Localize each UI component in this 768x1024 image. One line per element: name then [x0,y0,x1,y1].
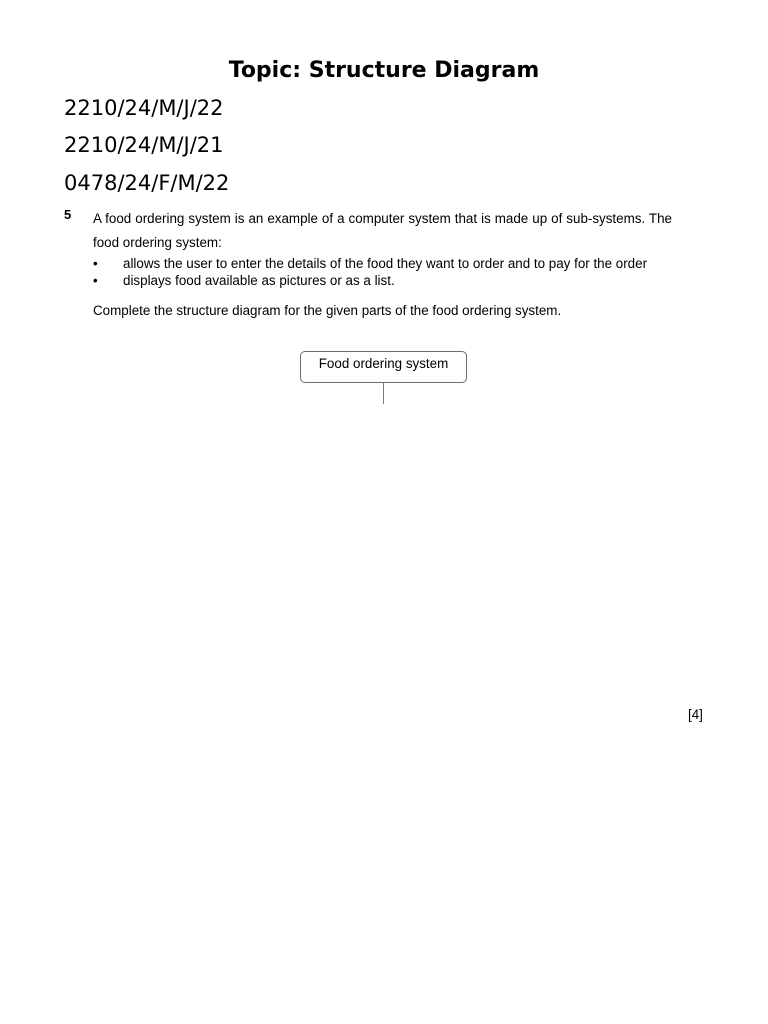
paper-code: 2210/24/M/J/21 [64,133,224,157]
paper-code: 2210/24/M/J/22 [64,96,224,120]
diagram-root-label: Food ordering system [318,356,449,371]
question-bullet-list [93,255,647,289]
question-intro-text: A food ordering system is an example of a computer system that is made up of sub-systems. The food ordering system: [93,211,672,250]
list-item [93,255,647,272]
question-number: 5 [64,207,72,222]
page-title: Topic: Structure Diagram [228,58,540,83]
paper-code: 0478/24/F/M/22 [64,171,230,195]
list-item [93,272,647,289]
marks-label: [4] [688,707,703,722]
diagram-connector-line [383,383,384,404]
bullet-icon: • [93,273,98,288]
diagram-root-box [300,351,467,383]
bullet-text: allows the user to enter the details of the food they want to order and to pay for the order [123,256,648,271]
question-instruction: Complete the structure diagram for the given parts of the food ordering system. [93,303,562,318]
bullet-text: displays food available as pictures or as a list. [123,273,395,288]
question-intro [93,207,672,255]
bullet-icon: • [93,256,98,271]
